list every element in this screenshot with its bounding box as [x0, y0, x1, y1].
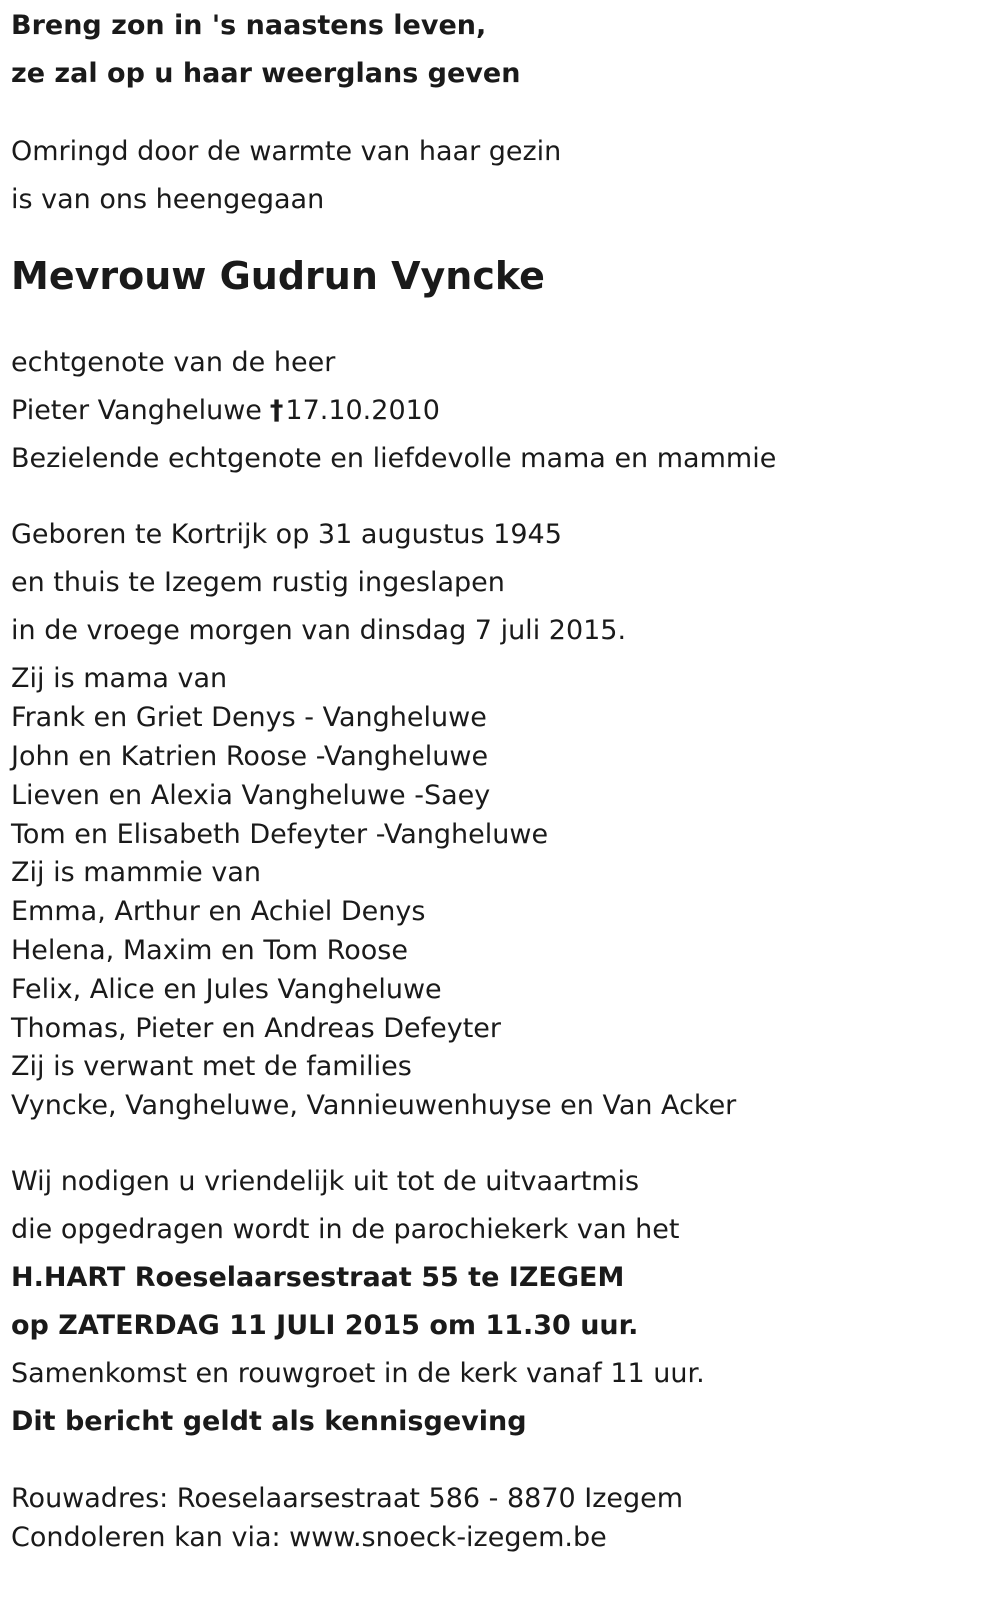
grandchildren-2: Helena, Maxim en Tom Roose — [11, 935, 408, 966]
intro-line-2: is van ons heengegaan — [11, 184, 325, 215]
child-family-2: John en Katrien Roose -Vangheluwe — [11, 741, 489, 772]
grandchildren-4: Thomas, Pieter en Andreas Defeyter — [11, 1013, 502, 1044]
relatives-list: Vyncke, Vangheluwe, Vannieuwenhuyse en Van Acker — [11, 1090, 737, 1121]
child-family-4: Tom en Elisabeth Defeyter -Vangheluwe — [11, 819, 549, 850]
funeral-location: H.HART Roeselaarsestraat 55 te IZEGEM — [11, 1262, 625, 1293]
passing-date-line: in de vroege morgen van dinsdag 7 juli 2015. — [11, 615, 627, 646]
spouse-intro: echtgenote van de heer — [11, 347, 336, 378]
invite-line-2: die opgedragen wordt in de parochiekerk van het — [11, 1214, 680, 1245]
child-family-1: Frank en Griet Denys - Vangheluwe — [11, 702, 487, 733]
notice-line: Dit bericht geldt als kennisgeving — [11, 1406, 527, 1437]
deceased-name: Mevrouw Gudrun Vyncke — [11, 254, 545, 298]
tribute-line: Bezielende echtgenote en liefdevolle mama en mammie — [11, 443, 777, 474]
grandchildren-1: Emma, Arthur en Achiel Denys — [11, 896, 426, 927]
intro-line-1: Omringd door de warmte van haar gezin — [11, 136, 562, 167]
funeral-datetime: op ZATERDAG 11 JULI 2015 om 11.30 uur. — [11, 1310, 639, 1341]
relatives-heading: Zij is verwant met de families — [11, 1051, 412, 1082]
verse-line-1: Breng zon in 's naastens leven, — [11, 10, 487, 41]
grandchildren-heading: Zij is mammie van — [11, 857, 262, 888]
spouse-name: Pieter Vangheluwe — [11, 395, 262, 426]
cross-icon: † — [269, 395, 284, 426]
gathering-line: Samenkomst en rouwgroet in de kerk vanaf 11 uur. — [11, 1358, 705, 1389]
children-heading: Zij is mama van — [11, 663, 228, 694]
grandchildren-3: Felix, Alice en Jules Vangheluwe — [11, 974, 442, 1005]
verse-line-2: ze zal op u haar weerglans geven — [11, 58, 521, 89]
child-family-3: Lieven en Alexia Vangheluwe -Saey — [11, 780, 491, 811]
spouse-line — [11, 395, 440, 427]
passing-line: en thuis te Izegem rustig ingeslapen — [11, 567, 505, 598]
birth-line: Geboren te Kortrijk op 31 augustus 1945 — [11, 519, 562, 550]
condolence-website: Condoleren kan via: www.snoeck-izegem.be — [11, 1522, 607, 1553]
mourning-address: Rouwadres: Roeselaarsestraat 586 - 8870 Izegem — [11, 1483, 684, 1514]
spouse-death-date: 17.10.2010 — [285, 395, 440, 426]
invite-line-1: Wij nodigen u vriendelijk uit tot de uitvaartmis — [11, 1166, 640, 1197]
